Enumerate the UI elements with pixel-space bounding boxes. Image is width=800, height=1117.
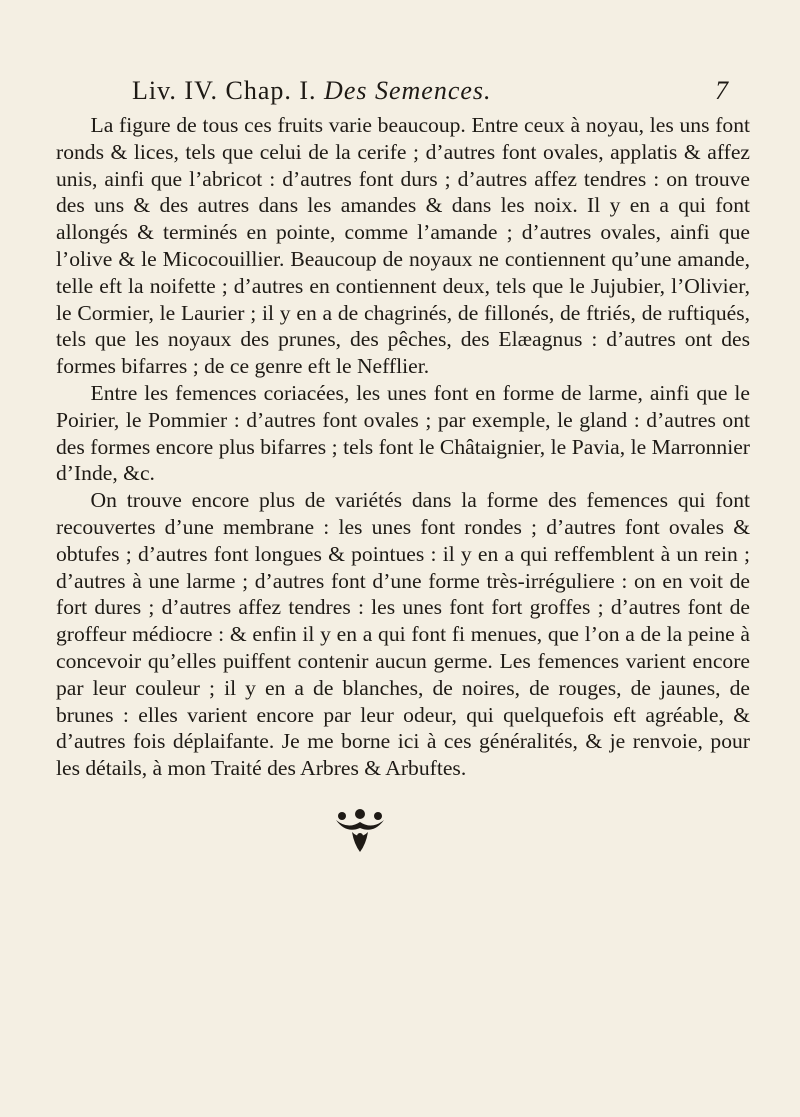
- section-title: Des Semences.: [324, 76, 492, 105]
- floral-tailpiece-icon: [330, 806, 390, 856]
- running-title: [132, 76, 492, 106]
- paragraph-2: Entre les femences coriacées, les unes font en forme de larme, ainfi que le Poirier, le Pommier : d’autres font ovales ; par exemple, le gland : d’autres ont des formes encore plus bifarres ; tels font le Châtaignier, le Pavia, le Marronnier d’Inde, &c.: [56, 380, 750, 486]
- paragraph-1: La figure de tous ces fruits varie beaucoup. Entre ceux à noyau, les uns font ronds & lices, tels que celui de la cerife ; d’autres font ovales, applatis & affez unis, ainfi que l’abricot : d’autres font durs ; d’autres affez tendres : on trouve des uns & des autres dans les amandes & dans les noix. Il y en a qui font allongés & terminés en pointe, comme l’amande ; d’autres ovales, ainfi que l’olive & le Micocouillier. Beaucoup de noyaux ne contiennent qu’une amande, telle eft la noifette ; d’autres en contiennent deux, tels que le Jujubier, l’Olivier, le Cormier, le Laurier ; il y en a de chagrinés, de fillonés, de ftriés, de ruftiqués, tels que les noyaux des prunes, des pêches, des Elæagnus : d’autres ont des formes bifarres ; de ce genre eft le Nefflier.: [56, 113, 750, 379]
- running-header: [132, 76, 728, 116]
- chapter-reference: Liv. IV. Chap. I.: [132, 76, 317, 105]
- main-text: [56, 112, 750, 782]
- page-number: 7: [715, 76, 728, 105]
- paragraph-3: On trouve encore plus de variétés dans la forme des femences qui font recouvertes d’une membrane : les unes font rondes ; d’autres font ovales & obtufes ; d’autres font longues & pointues : il y en a qui reffemblent à un rein ; d’autres à une larme ; d’autres font d’une forme très-irréguliere : on en voit de fort dures ; d’autres affez tendres : les unes font fort groffes ; d’autres font de groffeur médiocre : & enfin il y en a qui font fi menues, que l’on a de la peine à concevoir qu’elles puiffent contenir aucun germe. Les femences varient encore par leur couleur ; il y en a de blanches, de noires, de rouges, de jaunes, de brunes : elles varient encore par leur odeur, qui quelquefois eft agréable, & d’autres fois déplaifante. Je me borne ici à ces généralités, & je renvoie, pour les détails, à mon Traité des Arbres & Arbuftes.: [56, 488, 750, 781]
